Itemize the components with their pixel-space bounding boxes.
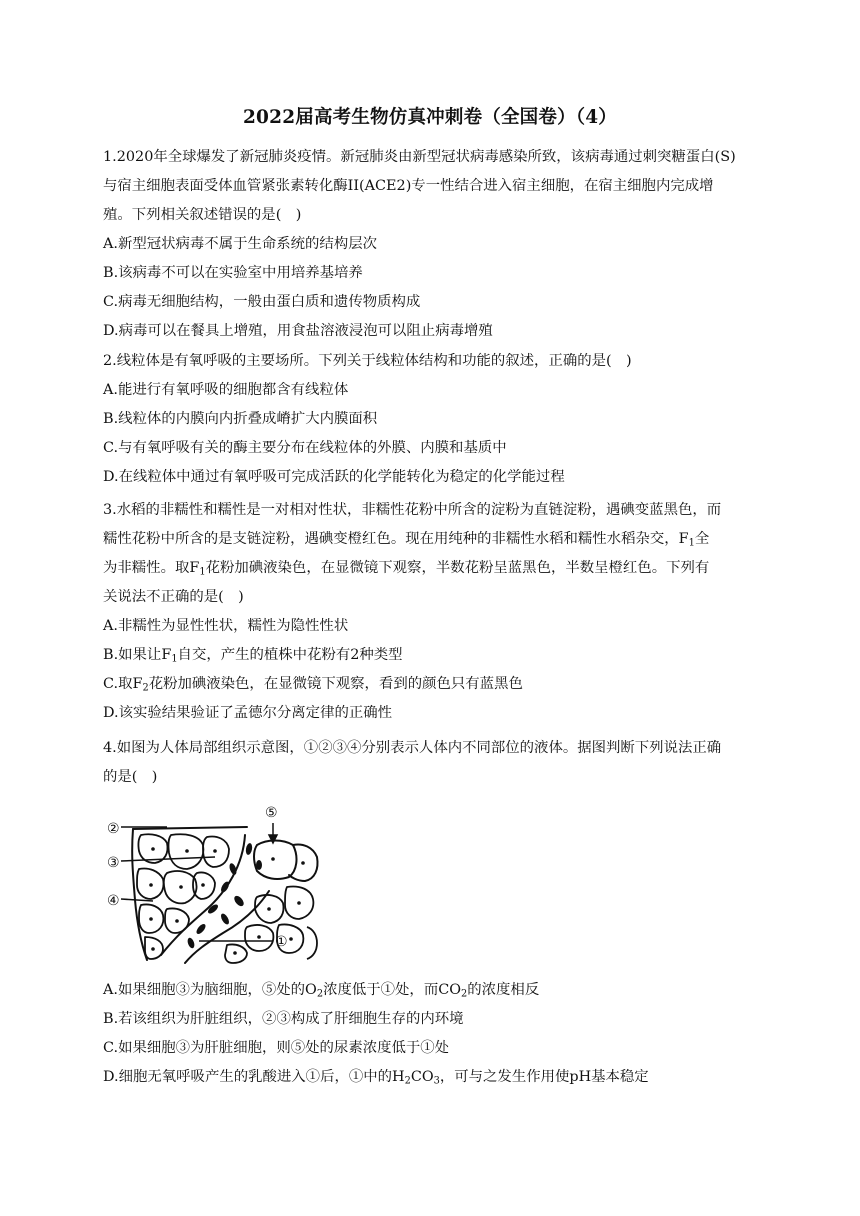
q1-option-d: D.病毒可以在餐具上增殖，用食盐溶液浸泡可以阻止病毒增殖	[103, 323, 493, 339]
figure-label-2: ②	[107, 821, 120, 837]
q1-option-b: B.该病毒不可以在实验室中用培养基培养	[103, 265, 363, 281]
q2-stem-line-1: 2.线粒体是有氧呼吸的主要场所。下列关于线粒体结构和功能的叙述，正确的是( )	[103, 353, 632, 369]
q2-option-b: B.线粒体的内膜向内折叠成嵴扩大内膜面积	[103, 411, 378, 427]
q3-stem-line-1: 3.水稻的非糯性和糯性是一对相对性状，非糯性花粉中所含的淀粉为直链淀粉，遇碘变蓝黑色，而	[103, 502, 722, 518]
q3-stem-line-4: 关说法不正确的是( )	[103, 589, 244, 605]
q3-stem-line-3: 为非糯性。取$F_1$花粉加碘液染色，在显微镜下观察，半数花粉呈蓝黑色，半数呈橙红色。下列有	[103, 560, 710, 578]
page-title: 2022届高考生物仿真冲刺卷（全国卷）（4）	[242, 107, 617, 128]
figure-label-5: ⑤	[265, 805, 278, 821]
q2-option-c: C.与有氧呼吸有关的酶主要分布在线粒体的外膜、内膜和基质中	[103, 440, 507, 456]
q4-option-d: D.细胞无氧呼吸产生的乳酸进入①后，①中的$H_2CO_3$，可与之发生作用使pH基本稳定	[103, 1069, 649, 1087]
q1-stem-line-3: 殖。下列相关叙述错误的是( )	[103, 207, 302, 223]
q4-option-a: A.如果细胞③为脑细胞，⑤处的$O_2$浓度低于①处，而$CO_2$的浓度相反	[103, 982, 540, 1000]
q3-option-a: A.非糯性为显性性状，糯性为隐性性状	[103, 618, 349, 634]
q3-option-d: D.该实验结果验证了孟德尔分离定律的正确性	[103, 705, 393, 721]
q4-stem-line-2: 的是( )	[103, 769, 158, 785]
q3-option-b: B.如果让$F_1$自交，产生的植株中花粉有2种类型	[103, 647, 403, 665]
q4-stem-line-1: 4.如图为人体局部组织示意图，①②③④分别表示人体内不同部位的液体。据图判断下列说法正确	[103, 740, 722, 756]
q2-option-a: A.能进行有氧呼吸的细胞都含有线粒体	[103, 382, 349, 398]
figure-label-1: ①	[275, 934, 288, 950]
q1-stem-line-2: 与宿主细胞表面受体血管紧张素转化酶II(ACE2)专一性结合进入宿主细胞，在宿主细胞内完成增	[103, 178, 714, 194]
q3-option-c: C.取$F_2$花粉加碘液染色，在显微镜下观察，看到的颜色只有蓝黑色	[103, 676, 523, 694]
q1-option-c: C.病毒无细胞结构，一般由蛋白质和遗传物质构成	[103, 294, 421, 310]
figure-label-4: ④	[107, 893, 120, 909]
tissue-diagram	[107, 805, 322, 965]
q1-option-a: A.新型冠状病毒不属于生命系统的结构层次	[103, 236, 377, 252]
q2-option-d: D.在线粒体中通过有氧呼吸可完成活跃的化学能转化为稳定的化学能过程	[103, 469, 565, 485]
q3-stem-line-2: 糯性花粉中所含的是支链淀粉，遇碘变橙红色。现在用纯种的非糯性水稻和糯性水稻杂交，$F_1$全	[103, 531, 710, 549]
q1-stem-line-1: 1.2020年全球爆发了新冠肺炎疫情。新冠肺炎由新型冠状病毒感染所致，该病毒通过刺突糖蛋白(S)	[103, 149, 736, 165]
figure-label-3: ③	[107, 855, 120, 871]
q4-option-b: B.若该组织为肝脏组织，②③构成了肝细胞生存的内环境	[103, 1011, 464, 1027]
q4-option-c: C.如果细胞③为肝脏细胞，则⑤处的尿素浓度低于①处	[103, 1040, 450, 1056]
